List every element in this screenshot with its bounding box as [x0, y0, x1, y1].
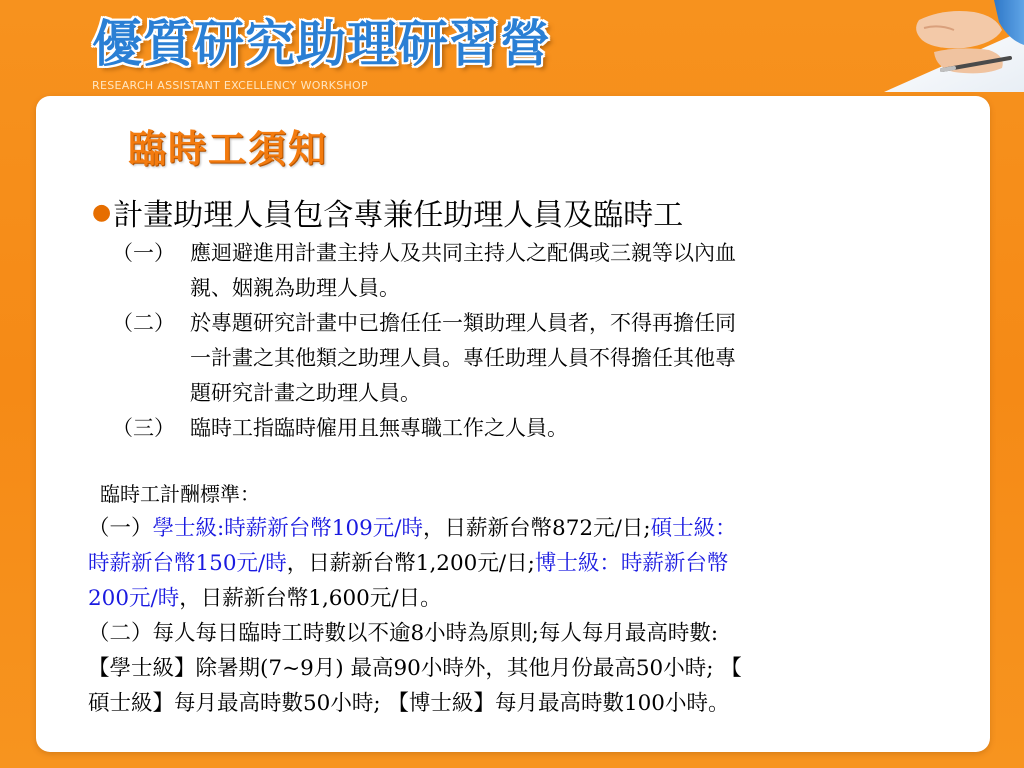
pay-line-1 [88, 511, 737, 546]
item-2-line-2: 一計畫之其他類之助理人員。專任助理人員不得擔任其他專 [190, 346, 736, 370]
bullet-dot-icon: ● [92, 200, 112, 225]
doctor-rate: 200元/時 [88, 586, 180, 611]
pay-line-4: （二）每人每日臨時工時數以不逾8小時為原則;每人每月最高時數: [88, 621, 719, 646]
pay-line-1-marker: （一） [88, 516, 153, 541]
item-1-line-1: 應迴避進用計畫主持人及共同主持人之配偶或三親等以內血 [190, 241, 736, 265]
item-3-marker: （三） [112, 416, 175, 440]
master-label: 碩士級： [650, 516, 737, 541]
item-2-marker: （二） [112, 311, 175, 335]
doctor-label: 博士級：時薪新台幣 [534, 551, 729, 576]
pay-line-3 [88, 581, 442, 616]
master-rate: 時薪新台幣150元/時 [88, 551, 287, 576]
item-2-line-3: 題研究計畫之助理人員。 [190, 381, 421, 405]
bullet-text: 計畫助理人員包含專兼任助理人員及臨時工 [113, 198, 684, 233]
doctor-daily: ，日薪新台幣1,600元/日。 [179, 586, 442, 611]
slide-heading: 臨時工須知 [128, 127, 329, 171]
master-daily: ，日薪新台幣1,200元/日; [286, 551, 535, 576]
pay-line-2 [88, 546, 728, 581]
workshop-subtitle: RESEARCH ASSISTANT EXCELLENCY WORKSHOP [92, 79, 368, 92]
pay-line-6: 碩士級】每月最高時數50小時; 【博士級】每月最高時數100小時。 [88, 691, 730, 716]
bachelor-daily: ，日薪新台幣872元/日; [423, 516, 651, 541]
pay-heading: 臨時工計酬標準： [100, 482, 260, 506]
item-3-line-1: 臨時工指臨時僱用且無專職工作之人員。 [190, 416, 568, 440]
item-1-line-2: 親、姻親為助理人員。 [190, 276, 400, 300]
item-2-line-1: 於專題研究計畫中已擔任任一類助理人員者，不得再擔任同 [190, 311, 736, 335]
hand-writing-photo-icon [824, 0, 1024, 92]
item-1-marker: （一） [112, 241, 175, 265]
bullet-item [92, 190, 683, 234]
workshop-title: 優質研究助理研習營 [92, 15, 551, 73]
pay-line-5: 【學士級】除暑期(7~9月) 最高90小時外，其他月份最高50小時; 【 [88, 656, 742, 681]
bachelor-rate: 學士級:時薪新台幣109元/時 [152, 516, 424, 541]
